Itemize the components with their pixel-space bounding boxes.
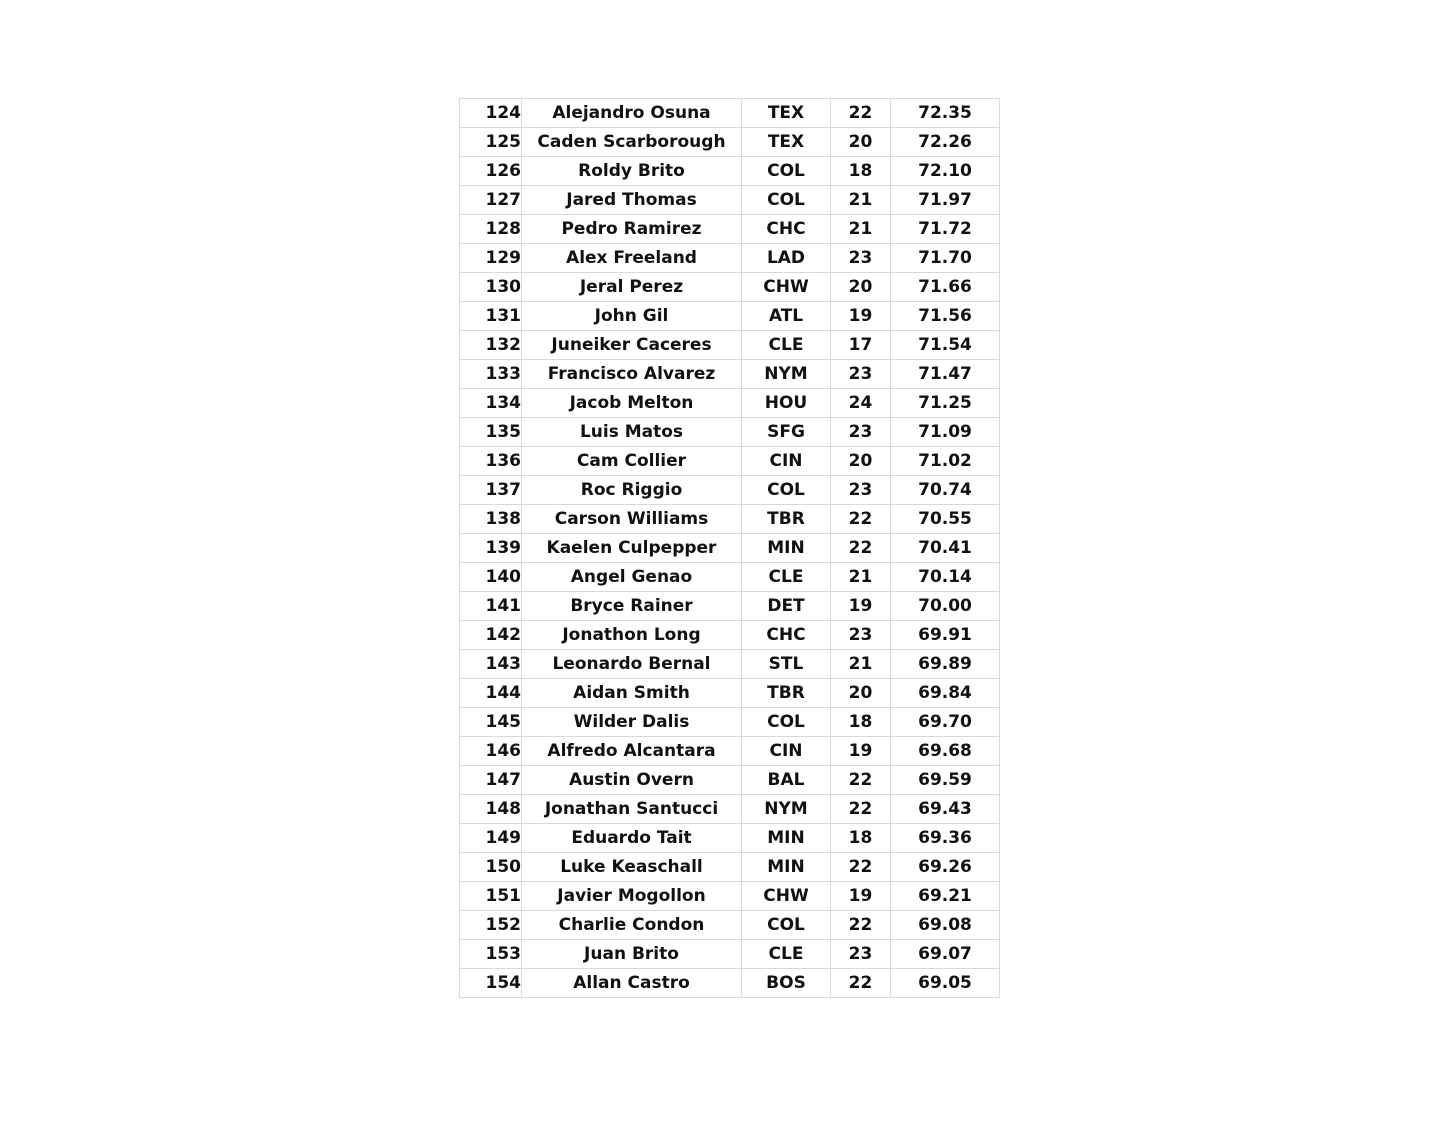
age-cell: 23 <box>831 360 891 389</box>
player-name-cell: Leonardo Bernal <box>522 650 742 679</box>
team-cell: CHC <box>742 215 831 244</box>
player-name-cell: Aidan Smith <box>522 679 742 708</box>
rank-cell: 151 <box>460 882 522 911</box>
score-cell: 69.43 <box>891 795 1000 824</box>
age-cell: 21 <box>831 563 891 592</box>
age-cell: 23 <box>831 621 891 650</box>
rank-cell: 147 <box>460 766 522 795</box>
table-row <box>460 302 1000 331</box>
team-cell: TEX <box>742 99 831 128</box>
score-cell: 70.00 <box>891 592 1000 621</box>
table-row <box>460 99 1000 128</box>
player-name-cell: Luke Keaschall <box>522 853 742 882</box>
table-row <box>460 389 1000 418</box>
table-row <box>460 882 1000 911</box>
team-cell: NYM <box>742 360 831 389</box>
rank-cell: 152 <box>460 911 522 940</box>
age-cell: 19 <box>831 737 891 766</box>
score-cell: 69.59 <box>891 766 1000 795</box>
rank-cell: 145 <box>460 708 522 737</box>
score-cell: 69.05 <box>891 969 1000 998</box>
rank-cell: 136 <box>460 447 522 476</box>
rank-cell: 148 <box>460 795 522 824</box>
team-cell: CLE <box>742 563 831 592</box>
team-cell: TBR <box>742 679 831 708</box>
rank-cell: 139 <box>460 534 522 563</box>
age-cell: 18 <box>831 824 891 853</box>
table-row <box>460 244 1000 273</box>
rank-cell: 141 <box>460 592 522 621</box>
age-cell: 22 <box>831 853 891 882</box>
score-cell: 71.56 <box>891 302 1000 331</box>
player-name-cell: Charlie Condon <box>522 911 742 940</box>
age-cell: 17 <box>831 331 891 360</box>
score-cell: 71.66 <box>891 273 1000 302</box>
table-row <box>460 476 1000 505</box>
player-name-cell: Javier Mogollon <box>522 882 742 911</box>
score-cell: 69.07 <box>891 940 1000 969</box>
table-row <box>460 592 1000 621</box>
rank-cell: 126 <box>460 157 522 186</box>
team-cell: ATL <box>742 302 831 331</box>
player-name-cell: Austin Overn <box>522 766 742 795</box>
player-name-cell: Juan Brito <box>522 940 742 969</box>
age-cell: 22 <box>831 534 891 563</box>
team-cell: TEX <box>742 128 831 157</box>
score-cell: 70.41 <box>891 534 1000 563</box>
team-cell: CHW <box>742 273 831 302</box>
player-name-cell: Roldy Brito <box>522 157 742 186</box>
team-cell: BAL <box>742 766 831 795</box>
player-name-cell: Eduardo Tait <box>522 824 742 853</box>
table-row <box>460 853 1000 882</box>
team-cell: CIN <box>742 737 831 766</box>
team-cell: SFG <box>742 418 831 447</box>
team-cell: HOU <box>742 389 831 418</box>
table-row <box>460 969 1000 998</box>
rank-cell: 124 <box>460 99 522 128</box>
age-cell: 24 <box>831 389 891 418</box>
age-cell: 23 <box>831 940 891 969</box>
age-cell: 22 <box>831 505 891 534</box>
table-row <box>460 505 1000 534</box>
score-cell: 71.72 <box>891 215 1000 244</box>
team-cell: CHW <box>742 882 831 911</box>
score-cell: 69.26 <box>891 853 1000 882</box>
rank-cell: 130 <box>460 273 522 302</box>
rank-cell: 146 <box>460 737 522 766</box>
age-cell: 22 <box>831 795 891 824</box>
rank-cell: 133 <box>460 360 522 389</box>
score-cell: 71.70 <box>891 244 1000 273</box>
table-row <box>460 273 1000 302</box>
rank-cell: 153 <box>460 940 522 969</box>
age-cell: 21 <box>831 186 891 215</box>
score-cell: 69.36 <box>891 824 1000 853</box>
age-cell: 20 <box>831 679 891 708</box>
table-body <box>460 99 1000 998</box>
age-cell: 19 <box>831 302 891 331</box>
rank-cell: 134 <box>460 389 522 418</box>
table-row <box>460 215 1000 244</box>
score-cell: 72.35 <box>891 99 1000 128</box>
table-row <box>460 737 1000 766</box>
score-cell: 71.02 <box>891 447 1000 476</box>
score-cell: 70.55 <box>891 505 1000 534</box>
rank-cell: 132 <box>460 331 522 360</box>
team-cell: NYM <box>742 795 831 824</box>
table-row <box>460 940 1000 969</box>
age-cell: 20 <box>831 128 891 157</box>
player-name-cell: Bryce Rainer <box>522 592 742 621</box>
score-cell: 69.84 <box>891 679 1000 708</box>
player-name-cell: Wilder Dalis <box>522 708 742 737</box>
team-cell: MIN <box>742 853 831 882</box>
age-cell: 19 <box>831 882 891 911</box>
score-cell: 71.97 <box>891 186 1000 215</box>
player-name-cell: Pedro Ramirez <box>522 215 742 244</box>
score-cell: 71.09 <box>891 418 1000 447</box>
rank-cell: 150 <box>460 853 522 882</box>
table-row <box>460 331 1000 360</box>
score-cell: 72.10 <box>891 157 1000 186</box>
table-row <box>460 650 1000 679</box>
score-cell: 72.26 <box>891 128 1000 157</box>
table-row <box>460 766 1000 795</box>
player-name-cell: Allan Castro <box>522 969 742 998</box>
age-cell: 18 <box>831 708 891 737</box>
score-cell: 71.47 <box>891 360 1000 389</box>
rank-cell: 125 <box>460 128 522 157</box>
age-cell: 23 <box>831 418 891 447</box>
table-row <box>460 186 1000 215</box>
age-cell: 20 <box>831 447 891 476</box>
age-cell: 23 <box>831 244 891 273</box>
table-row <box>460 534 1000 563</box>
player-name-cell: John Gil <box>522 302 742 331</box>
age-cell: 22 <box>831 766 891 795</box>
rank-cell: 135 <box>460 418 522 447</box>
table-row <box>460 563 1000 592</box>
rank-cell: 154 <box>460 969 522 998</box>
team-cell: COL <box>742 157 831 186</box>
table-row <box>460 795 1000 824</box>
team-cell: STL <box>742 650 831 679</box>
age-cell: 22 <box>831 99 891 128</box>
rank-cell: 143 <box>460 650 522 679</box>
rank-cell: 144 <box>460 679 522 708</box>
player-name-cell: Angel Genao <box>522 563 742 592</box>
player-name-cell: Jonathon Long <box>522 621 742 650</box>
score-cell: 71.25 <box>891 389 1000 418</box>
score-cell: 70.14 <box>891 563 1000 592</box>
player-name-cell: Roc Riggio <box>522 476 742 505</box>
age-cell: 21 <box>831 215 891 244</box>
team-cell: CLE <box>742 331 831 360</box>
age-cell: 20 <box>831 273 891 302</box>
table-row <box>460 447 1000 476</box>
table-row <box>460 621 1000 650</box>
prospect-rankings-table <box>459 98 1000 998</box>
player-name-cell: Luis Matos <box>522 418 742 447</box>
player-name-cell: Jonathan Santucci <box>522 795 742 824</box>
player-name-cell: Kaelen Culpepper <box>522 534 742 563</box>
rank-cell: 149 <box>460 824 522 853</box>
score-cell: 69.08 <box>891 911 1000 940</box>
player-name-cell: Francisco Alvarez <box>522 360 742 389</box>
team-cell: CHC <box>742 621 831 650</box>
age-cell: 22 <box>831 969 891 998</box>
player-name-cell: Jacob Melton <box>522 389 742 418</box>
team-cell: LAD <box>742 244 831 273</box>
team-cell: COL <box>742 476 831 505</box>
player-name-cell: Jeral Perez <box>522 273 742 302</box>
age-cell: 19 <box>831 592 891 621</box>
score-cell: 69.21 <box>891 882 1000 911</box>
team-cell: DET <box>742 592 831 621</box>
team-cell: MIN <box>742 534 831 563</box>
rank-cell: 140 <box>460 563 522 592</box>
rank-cell: 127 <box>460 186 522 215</box>
player-name-cell: Alfredo Alcantara <box>522 737 742 766</box>
table-row <box>460 708 1000 737</box>
player-name-cell: Jared Thomas <box>522 186 742 215</box>
age-cell: 21 <box>831 650 891 679</box>
table-row <box>460 360 1000 389</box>
team-cell: COL <box>742 186 831 215</box>
score-cell: 69.68 <box>891 737 1000 766</box>
player-name-cell: Carson Williams <box>522 505 742 534</box>
table-row <box>460 824 1000 853</box>
team-cell: CIN <box>742 447 831 476</box>
rank-cell: 131 <box>460 302 522 331</box>
score-cell: 70.74 <box>891 476 1000 505</box>
rank-cell: 138 <box>460 505 522 534</box>
score-cell: 71.54 <box>891 331 1000 360</box>
team-cell: TBR <box>742 505 831 534</box>
table-row <box>460 157 1000 186</box>
team-cell: COL <box>742 911 831 940</box>
table-row <box>460 128 1000 157</box>
player-name-cell: Alex Freeland <box>522 244 742 273</box>
age-cell: 23 <box>831 476 891 505</box>
rank-cell: 129 <box>460 244 522 273</box>
score-cell: 69.70 <box>891 708 1000 737</box>
team-cell: MIN <box>742 824 831 853</box>
table-row <box>460 911 1000 940</box>
rank-cell: 128 <box>460 215 522 244</box>
player-name-cell: Caden Scarborough <box>522 128 742 157</box>
team-cell: BOS <box>742 969 831 998</box>
rank-cell: 137 <box>460 476 522 505</box>
player-name-cell: Juneiker Caceres <box>522 331 742 360</box>
score-cell: 69.91 <box>891 621 1000 650</box>
team-cell: COL <box>742 708 831 737</box>
rank-cell: 142 <box>460 621 522 650</box>
player-name-cell: Cam Collier <box>522 447 742 476</box>
player-name-cell: Alejandro Osuna <box>522 99 742 128</box>
age-cell: 22 <box>831 911 891 940</box>
table-row <box>460 679 1000 708</box>
age-cell: 18 <box>831 157 891 186</box>
table-row <box>460 418 1000 447</box>
score-cell: 69.89 <box>891 650 1000 679</box>
team-cell: CLE <box>742 940 831 969</box>
